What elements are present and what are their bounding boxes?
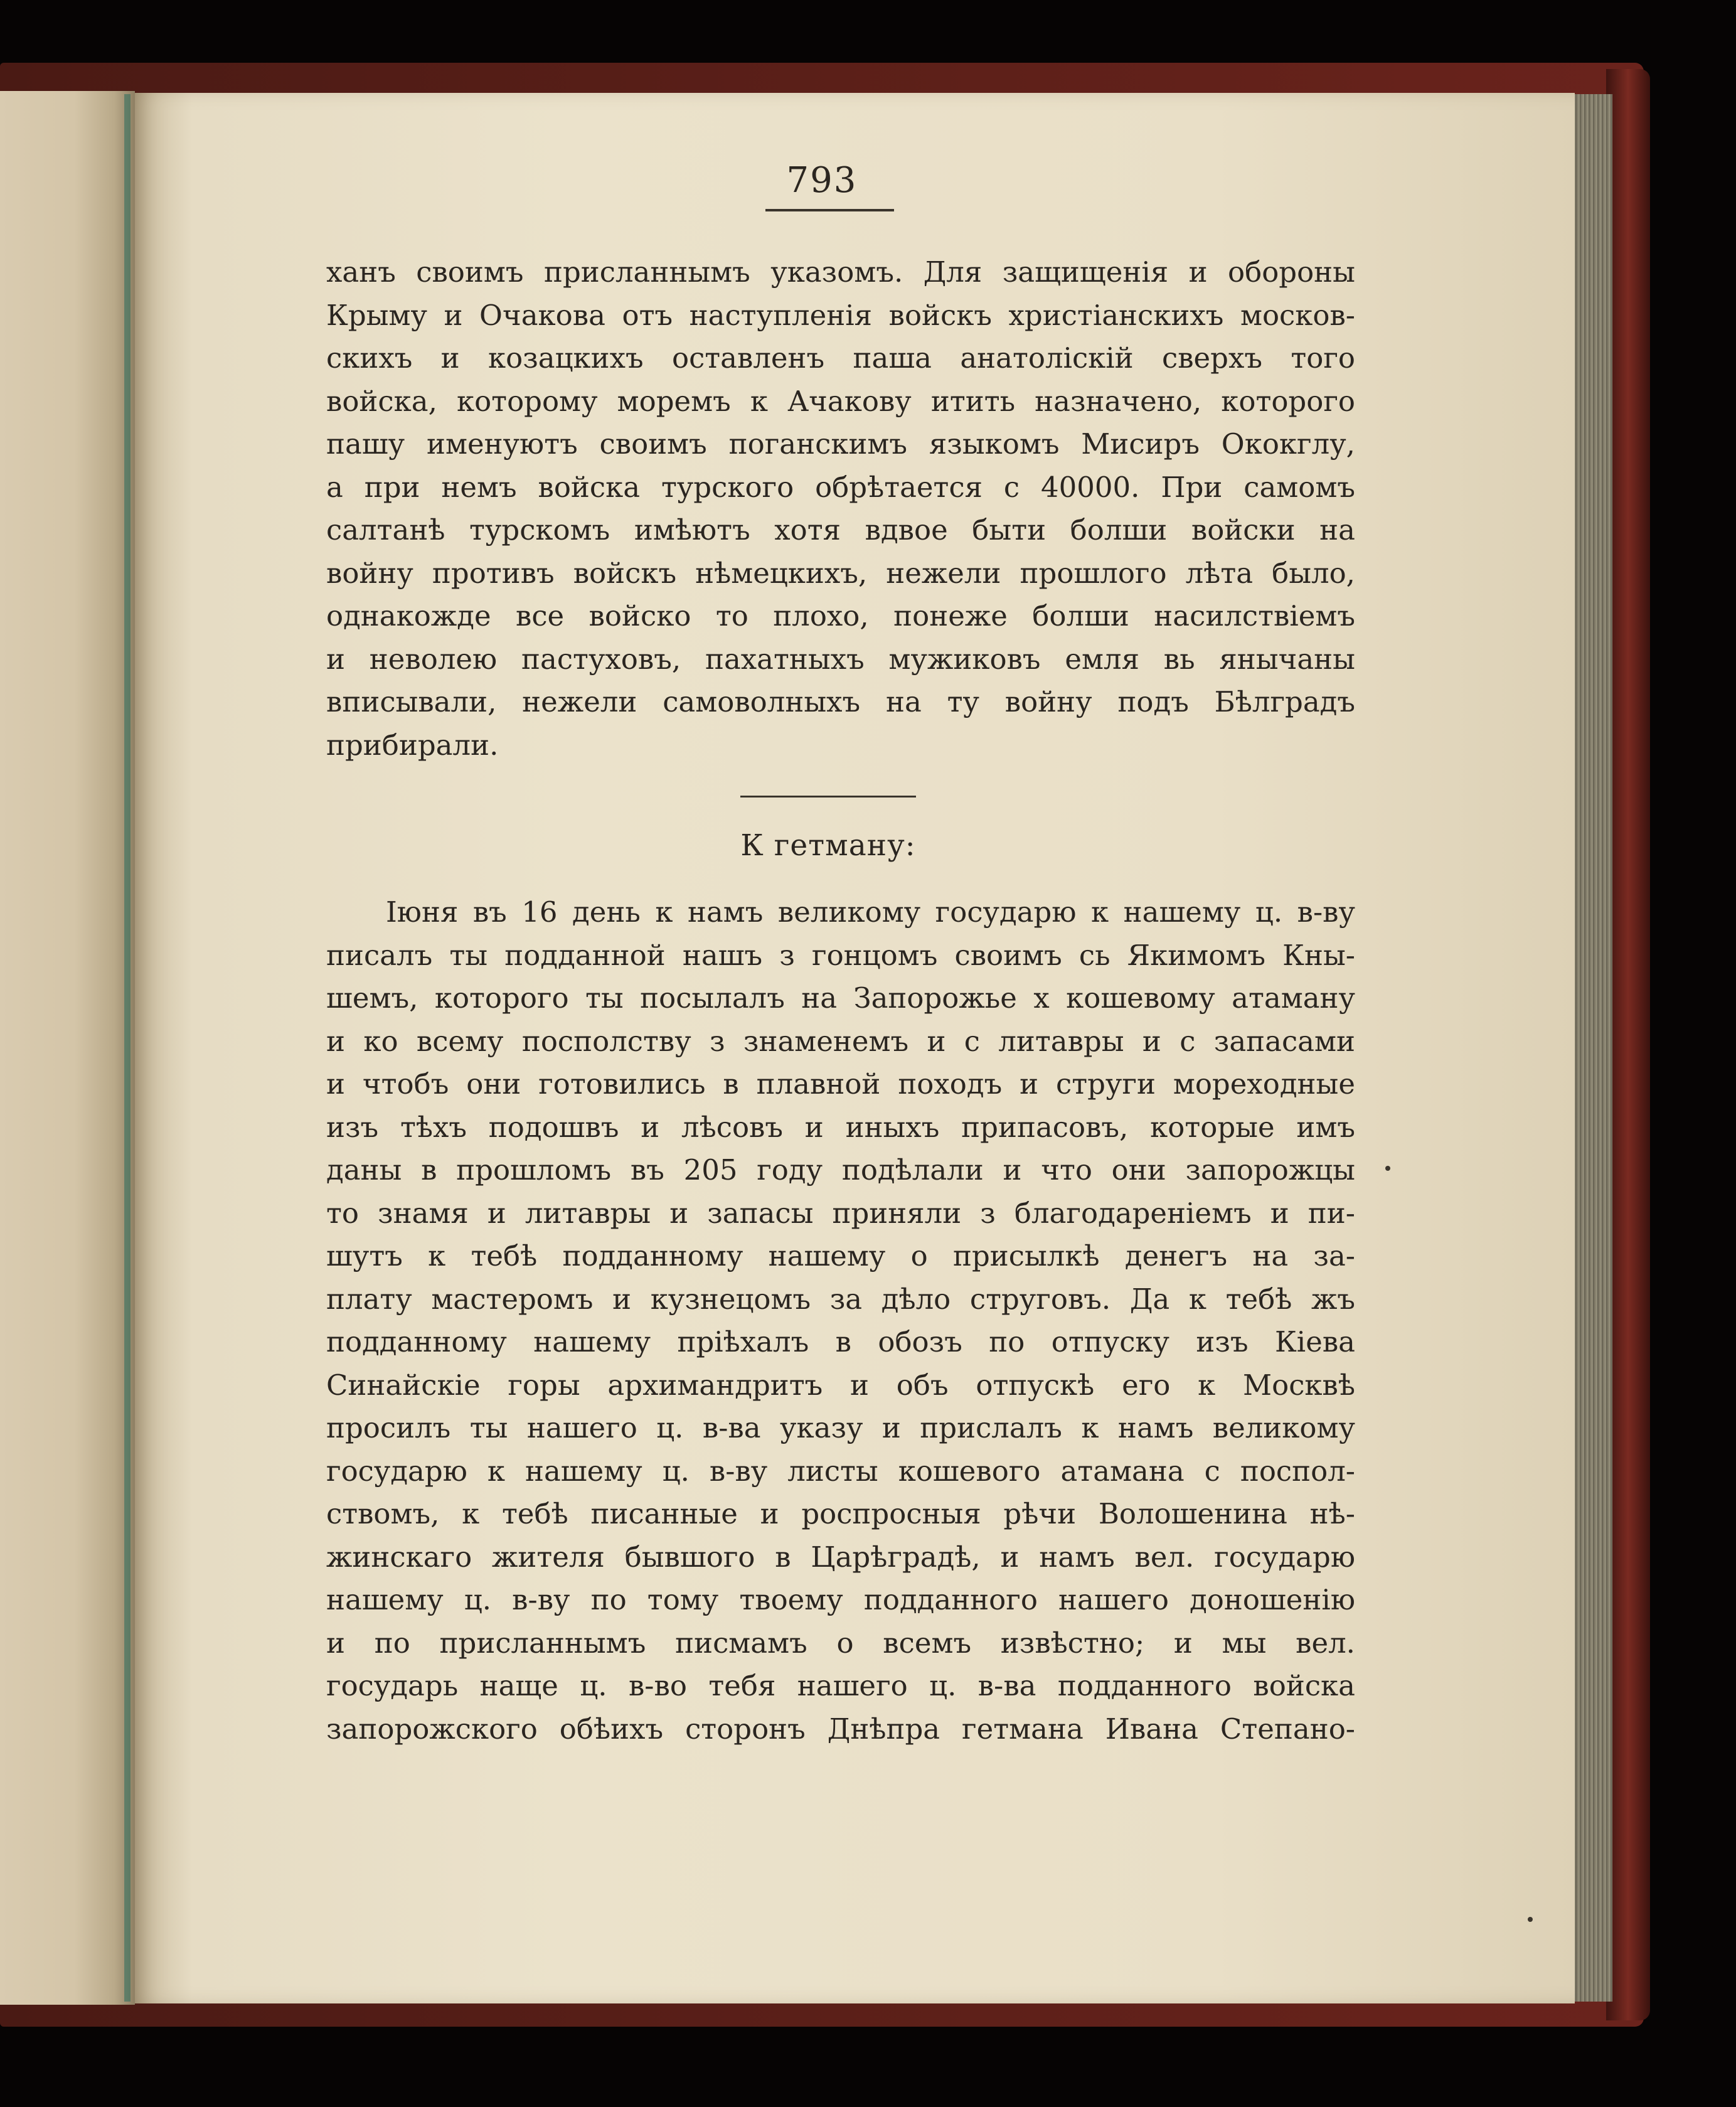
text-line: а при немъ войска турского обрѣтается с 40000. При самомъ bbox=[326, 470, 1355, 504]
text-line: Синайскіе горы архимандритъ и объ отпускѣ его к Москвѣ bbox=[326, 1368, 1355, 1402]
text-line: нашему ц. в-ву по тому твоему подданного нашего доношенію bbox=[326, 1583, 1355, 1616]
text-line: войну противъ войскъ нѣмецкихъ, нежели прошлого лѣта было, bbox=[326, 556, 1355, 590]
text-line: то знамя и литавры и запасы приняли з благодареніемъ и пи- bbox=[326, 1196, 1355, 1230]
text-line: однакожде все войско то плохо, понеже болши насилствіемъ bbox=[326, 599, 1355, 632]
text-line: подданному нашему пріѣхалъ в обозъ по отпуску изъ Кіева bbox=[326, 1325, 1355, 1358]
section-separator bbox=[740, 796, 916, 797]
text-line: и неволею пастуховъ, пахатныхъ мужиковъ емля вь янычаны bbox=[326, 642, 1355, 676]
text-line: вписывали, нежели самоволныхъ на ту войну подъ Бѣлградъ bbox=[326, 685, 1355, 718]
text-line: ствомъ, к тебѣ писанные и роспросныя рѣчи Волошенина нѣ- bbox=[326, 1497, 1355, 1530]
page-edges bbox=[1568, 94, 1612, 2002]
text-line: Крыму и Очакова отъ наступленія войскъ христіанскихъ москов- bbox=[326, 298, 1355, 332]
text-line: и ко всему посполству з знаменемъ и с литавры и с запасами bbox=[326, 1024, 1355, 1058]
text-line: государю к нашему ц. в-ву листы кошевого атамана с поспол- bbox=[326, 1454, 1355, 1488]
stray-mark bbox=[1385, 1166, 1390, 1171]
text-line: государь наще ц. в-во тебя нашего ц. в-ва подданного войска bbox=[326, 1669, 1355, 1702]
text-line: жинскаго жителя бывшого в Царѣградѣ, и намъ вел. государю bbox=[326, 1540, 1355, 1574]
text-line: писалъ ты подданной нашъ з гонцомъ своимъ сь Якимомъ Кны- bbox=[326, 938, 1355, 972]
text-line: скихъ и козацкихъ оставленъ паша анатоліскій сверхъ того bbox=[326, 341, 1355, 375]
binding-thread bbox=[124, 94, 130, 2002]
text-line: пашу именуютъ своимъ поганскимъ языкомъ Мисиръ Ококглу, bbox=[326, 427, 1355, 461]
text-line: прибирали. bbox=[326, 728, 499, 762]
text-line: Іюня въ 16 день к намъ великому государю к нашему ц. в-ву bbox=[386, 895, 1355, 929]
text-line: шемъ, которого ты посылалъ на Запорожье х кошевому атаману bbox=[326, 981, 1355, 1015]
text-line: ханъ своимъ присланнымъ указомъ. Для защищенія и обороны bbox=[326, 255, 1355, 289]
text-line: шутъ к тебѣ подданному нашему о присылкѣ денегъ на за- bbox=[326, 1239, 1355, 1272]
text-line: войска, которому моремъ к Ачакову итить назначено, которого bbox=[326, 384, 1355, 418]
text-line: изъ тѣхъ подошвъ и лѣсовъ и иныхъ припасовъ, которые имъ bbox=[326, 1110, 1355, 1144]
cover-edge bbox=[1606, 69, 1650, 2020]
text-line: просилъ ты нашего ц. в-ва указу и прислалъ к намъ великому bbox=[326, 1411, 1355, 1444]
stray-mark bbox=[1528, 1917, 1533, 1922]
text-line: и чтобъ они готовились в плавной походъ и струги мореходные bbox=[326, 1067, 1355, 1101]
text-line: и по присланнымъ писмамъ о всемъ извѣстно; и мы вел. bbox=[326, 1626, 1355, 1660]
text-line: запорожского обѣихъ сторонъ Днѣпра гетмана Ивана Степано- bbox=[326, 1712, 1355, 1746]
text-line: даны в прошломъ въ 205 году подѣлали и что они запорожцы bbox=[326, 1153, 1355, 1187]
text-line: плату мастеромъ и кузнецомъ за дѣло струговъ. Да к тебѣ жъ bbox=[326, 1282, 1355, 1316]
paragraph-2 bbox=[326, 891, 1355, 1751]
left-page bbox=[0, 91, 135, 2005]
page-number-rule bbox=[765, 209, 894, 211]
section-heading: К гетману: bbox=[740, 828, 916, 863]
paragraph-1 bbox=[326, 251, 1355, 767]
text-line: салтанѣ турскомъ имѣютъ хотя вдвое быти болши войски на bbox=[326, 513, 1355, 547]
page-number: 793 bbox=[786, 160, 858, 201]
